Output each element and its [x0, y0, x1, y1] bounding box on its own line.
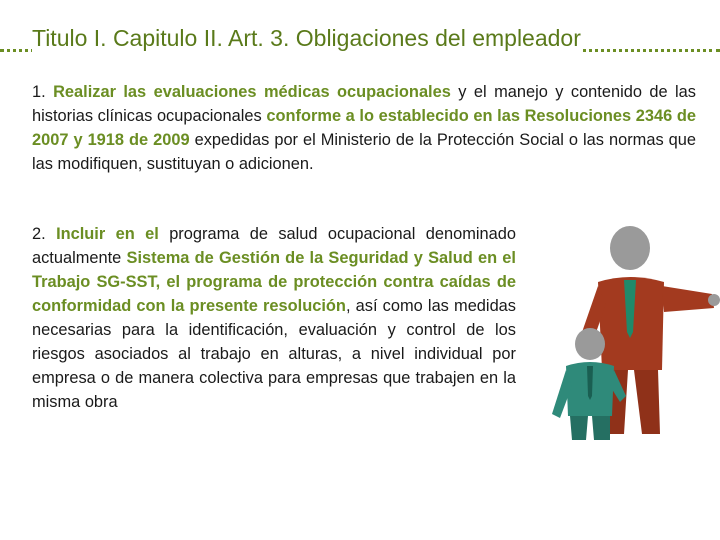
paragraph-2-text-1: programa de salud ocupacional denominado actualmente: [32, 225, 516, 267]
title-bar: [0, 22, 720, 56]
paragraph-1-highlight-1: Realizar las evaluaciones médicas ocupacionales: [53, 83, 451, 101]
paragraph-1-number: 1.: [32, 83, 46, 101]
paragraph-1-text-1: y el manejo y contenido de las historias clínicas ocupacionales: [32, 83, 696, 125]
paragraph-1-highlight-2: conforme a lo establecido en las Resoluciones 2346 de 2007 y 1918 de 2009: [32, 107, 697, 149]
paragraph-1: [32, 80, 696, 176]
page-title: Titulo I. Capitulo II. Art. 3. Obligaciones del empleador: [32, 25, 581, 51]
paragraph-2: [32, 222, 516, 414]
paragraph-2-highlight-2: Sistema de Gestión de la Seguridad y Salud en el Trabajo SG-SST, el programa de protección contra caídas de conformidad con la presente resolución: [32, 249, 516, 315]
paragraph-2-highlight-1: Incluir en el: [56, 225, 159, 243]
paragraph-1-text-2: expedidas por el Ministerio de la Protección Social o las normas que las modifiquen, sustituyan o adicionen.: [32, 131, 696, 173]
paragraph-2-text-2: , así como las medidas necesarias para la identificación, evaluación y control de los riesgos asociados al trabajo en alturas, a nivel individual por empresa o de manera colectiva para empresas que trabajen en la misma obra: [32, 297, 516, 411]
people-illustration: [530, 220, 720, 440]
paragraph-2-number: 2.: [32, 225, 46, 243]
